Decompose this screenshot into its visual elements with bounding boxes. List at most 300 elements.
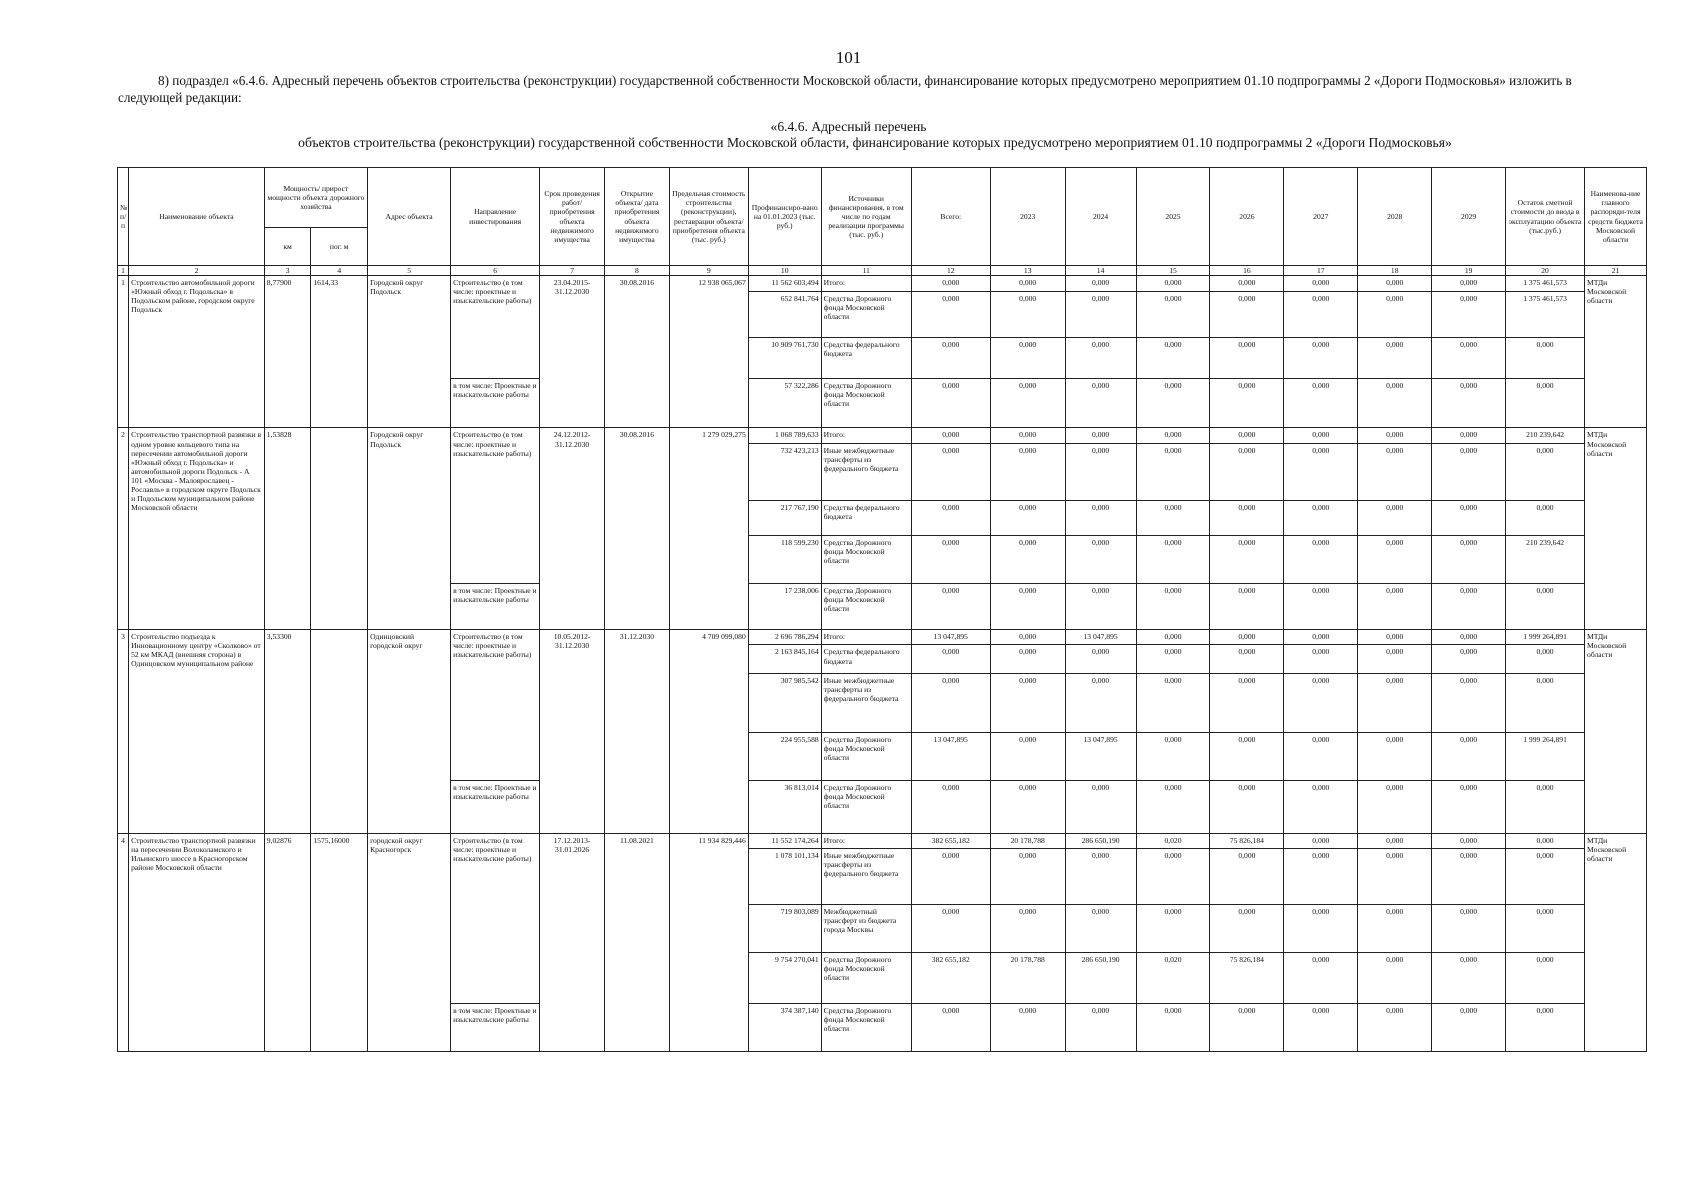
value-2025: 0,000 [1136,535,1210,583]
object-direction: Строительство (в том числе: проектные и изыскательские работы) [451,428,540,584]
value-2025: 0,000 [1136,500,1210,535]
header-pm: пог. м [311,228,368,266]
column-number: 8 [605,266,670,276]
value-2027: 0,000 [1284,337,1358,379]
funding-source: Средства Дорожного фонда Московской области [821,1003,911,1051]
column-number: 3 [264,266,311,276]
value-2028: 0,000 [1358,428,1432,443]
header-term: Срок проведения работ/ приобретения объекта недвижимого имущества [540,168,605,266]
value-2023: 0,000 [990,849,1065,905]
value-total: 13 047,895 [911,733,990,781]
value-total: 0,000 [911,428,990,443]
value-remainder: 0,000 [1506,645,1585,673]
value-2029: 0,000 [1432,905,1506,953]
object-manager: МТДи Московской области [1585,276,1647,428]
value-remainder: 0,000 [1506,781,1585,834]
value-2023: 0,000 [990,337,1065,379]
value-2024: 0,000 [1065,673,1136,732]
value-2023: 0,000 [990,443,1065,500]
table-row [118,276,1647,291]
object-opening: 30.08.2016 [605,428,670,630]
value-2027: 0,000 [1284,428,1358,443]
value-2026: 0,000 [1210,291,1284,337]
financed-amount: 652 841,764 [748,291,821,337]
value-2026: 0,000 [1210,584,1284,630]
value-remainder: 1 999 264,891 [1506,630,1585,645]
value-2025: 0,020 [1136,953,1210,1003]
header-manager: Наименова-ние главного распоряди-теля средств бюджета Московской области [1585,168,1647,266]
header-year-2024: 2024 [1065,168,1136,266]
object-name: Строительство автомобильной дороги «Южный обход г. Подольска» в Подольском районе, городском округе Подольск [129,276,265,428]
value-2024: 0,000 [1065,500,1136,535]
funding-source: Итого: [821,630,911,645]
value-2024: 0,000 [1065,443,1136,500]
column-number: 13 [990,266,1065,276]
value-2026: 0,000 [1210,645,1284,673]
value-2024: 286 650,190 [1065,833,1136,848]
financed-amount: 11 562 603,494 [748,276,821,291]
column-number: 14 [1065,266,1136,276]
object-manager: МТДи Московской области [1585,428,1647,630]
value-2027: 0,000 [1284,276,1358,291]
header-year-2023: 2023 [990,168,1065,266]
value-2027: 0,000 [1284,584,1358,630]
column-number: 12 [911,266,990,276]
object-limit: 11 934 829,446 [669,833,748,1051]
value-total: 0,000 [911,673,990,732]
value-total: 0,000 [911,443,990,500]
header-address: Адрес объекта [368,168,451,266]
object-name: Строительство транспортной развязки на пересечении Волоколамского и Ильинского шоссе в Красногорском районе Московской области [129,833,265,1051]
column-number: 11 [821,266,911,276]
value-remainder: 0,000 [1506,337,1585,379]
object-km: 8,77900 [264,276,311,428]
header-opening: Открытие объекта/ дата приобретения объекта недвижимого имущества [605,168,670,266]
column-number: 10 [748,266,821,276]
value-2028: 0,000 [1358,443,1432,500]
object-term: 24.12.2012-31.12.2030 [540,428,605,630]
value-2027: 0,000 [1284,781,1358,834]
value-total: 0,000 [911,781,990,834]
value-2024: 0,000 [1065,276,1136,291]
financed-amount: 17 238,006 [748,584,821,630]
object-km: 9,02876 [264,833,311,1051]
address-list-table [117,167,1647,1052]
funding-source: Средства федерального бюджета [821,337,911,379]
object-opening: 31.12.2030 [605,630,670,834]
column-number: 2 [129,266,265,276]
value-total: 382 655,182 [911,833,990,848]
financed-amount: 1 078 101,134 [748,849,821,905]
value-2023: 0,000 [990,291,1065,337]
value-remainder: 0,000 [1506,953,1585,1003]
value-2023: 0,000 [990,630,1065,645]
value-2028: 0,000 [1358,337,1432,379]
financed-amount: 307 985,542 [748,673,821,732]
value-2023: 0,000 [990,428,1065,443]
value-2027: 0,000 [1284,849,1358,905]
value-2023: 0,000 [990,535,1065,583]
object-direction: Строительство (в том числе: проектные и изыскательские работы) [451,630,540,781]
value-2025: 0,000 [1136,630,1210,645]
value-2029: 0,000 [1432,849,1506,905]
value-remainder: 0,000 [1506,584,1585,630]
object-direction-sub: в том числе: Проектные и изыскательские работы [451,584,540,630]
value-2024: 0,000 [1065,1003,1136,1051]
value-remainder: 0,000 [1506,500,1585,535]
header-name: Наименование объекта [129,168,265,266]
object-manager: МТДи Московской области [1585,630,1647,834]
value-remainder: 1 375 461,573 [1506,291,1585,337]
value-remainder: 0,000 [1506,379,1585,428]
column-number: 15 [1136,266,1210,276]
funding-source: Средства федерального бюджета [821,645,911,673]
value-2025: 0,000 [1136,645,1210,673]
value-2027: 0,000 [1284,630,1358,645]
value-2026: 0,000 [1210,630,1284,645]
object-opening: 30.08.2016 [605,276,670,428]
value-2025: 0,000 [1136,584,1210,630]
column-number: 5 [368,266,451,276]
value-2025: 0,000 [1136,291,1210,337]
funding-source: Средства Дорожного фонда Московской области [821,781,911,834]
value-2026: 75 826,184 [1210,953,1284,1003]
object-address: городской округ Красногорск [368,833,451,1051]
value-2025: 0,000 [1136,781,1210,834]
header-year-2029: 2029 [1432,168,1506,266]
financed-amount: 2 163 845,164 [748,645,821,673]
object-direction: Строительство (в том числе: проектные и изыскательские работы) [451,276,540,379]
value-2027: 0,000 [1284,905,1358,953]
object-limit: 12 938 065,067 [669,276,748,428]
value-2027: 0,000 [1284,1003,1358,1051]
section-title: «6.4.6. Адресный перечень [770,119,927,134]
value-remainder: 1 375 461,573 [1506,276,1585,291]
value-2029: 0,000 [1432,379,1506,428]
financed-amount: 9 754 270,041 [748,953,821,1003]
value-total: 0,000 [911,500,990,535]
value-2023: 0,000 [990,781,1065,834]
value-2029: 0,000 [1432,733,1506,781]
column-number: 1 [118,266,129,276]
funding-source: Итого: [821,428,911,443]
column-number: 9 [669,266,748,276]
value-2023: 0,000 [990,1003,1065,1051]
object-num: 3 [118,630,129,834]
object-address: Городской округ Подольск [368,276,451,428]
value-2024: 286 650,190 [1065,953,1136,1003]
value-2028: 0,000 [1358,379,1432,428]
object-name: Строительство подъезда к Инновационному центру «Сколково» от 52 км МКАД (внешняя сторона) в Одинцовском муниципальном районе [129,630,265,834]
column-number: 21 [1585,266,1647,276]
financed-amount: 36 813,014 [748,781,821,834]
object-opening: 11.08.2021 [605,833,670,1051]
value-2025: 0,020 [1136,833,1210,848]
value-2023: 0,000 [990,905,1065,953]
financed-amount: 10 909 761,730 [748,337,821,379]
funding-source: Средства Дорожного фонда Московской области [821,584,911,630]
value-2023: 0,000 [990,276,1065,291]
financed-amount: 118 599,230 [748,535,821,583]
funding-source: Средства федерального бюджета [821,500,911,535]
value-2027: 0,000 [1284,833,1358,848]
funding-source: Иные межбюджетные трансферты из федерального бюджета [821,849,911,905]
financed-amount: 57 322,286 [748,379,821,428]
value-remainder: 0,000 [1506,905,1585,953]
funding-source: Иные межбюджетные трансферты из федерального бюджета [821,673,911,732]
value-2026: 0,000 [1210,781,1284,834]
object-address: Городской округ Подольск [368,428,451,630]
funding-source: Иные межбюджетные трансферты из федерального бюджета [821,443,911,500]
value-total: 0,000 [911,291,990,337]
object-limit: 1 279 029,275 [669,428,748,630]
value-remainder: 0,000 [1506,833,1585,848]
object-manager: МТДи Московской области [1585,833,1647,1051]
funding-source: Итого: [821,833,911,848]
value-remainder: 0,000 [1506,443,1585,500]
funding-source: Средства Дорожного фонда Московской области [821,535,911,583]
value-2029: 0,000 [1432,1003,1506,1051]
column-number: 7 [540,266,605,276]
value-2025: 0,000 [1136,673,1210,732]
header-row [118,168,1647,228]
value-2024: 0,000 [1065,379,1136,428]
value-2029: 0,000 [1432,500,1506,535]
value-2025: 0,000 [1136,276,1210,291]
funding-source: Итого: [821,276,911,291]
table-row [118,833,1647,848]
value-2029: 0,000 [1432,781,1506,834]
value-2028: 0,000 [1358,833,1432,848]
financed-amount: 732 423,213 [748,443,821,500]
financed-amount: 719 803,089 [748,905,821,953]
value-2029: 0,000 [1432,953,1506,1003]
object-pm [311,630,368,834]
value-2029: 0,000 [1432,673,1506,732]
value-2023: 0,000 [990,500,1065,535]
value-2023: 0,000 [990,645,1065,673]
value-2028: 0,000 [1358,584,1432,630]
funding-source: Средства Дорожного фонда Московской области [821,953,911,1003]
object-term: 10.05.2012-31.12.2030 [540,630,605,834]
value-2025: 0,000 [1136,1003,1210,1051]
header-financed: Профинансиро-вано на 01.01.2023 (тыс. руб.) [748,168,821,266]
header-direction: Направление инвестирования [451,168,540,266]
value-2027: 0,000 [1284,645,1358,673]
column-number: 4 [311,266,368,276]
object-direction-sub: в том числе: Проектные и изыскательские работы [451,379,540,428]
value-total: 0,000 [911,337,990,379]
value-2029: 0,000 [1432,428,1506,443]
financed-amount: 217 767,190 [748,500,821,535]
value-2028: 0,000 [1358,905,1432,953]
value-remainder: 1 999 264,891 [1506,733,1585,781]
value-2027: 0,000 [1284,291,1358,337]
object-name: Строительство транспортной развязки в одном уровне кольцевого типа на пересечении автомобильной дороги «Южный обход г. Подольска» и автомобильной дороги Подольск - А 101 «Москва - Малоярославец - Рославль» в городском округе Подольск и Подольском муниципальном районе Московской области [129,428,265,630]
value-total: 0,000 [911,1003,990,1051]
header-remainder: Остаток сметной стоимости до ввода в эксплуатацию объекта (тыс.руб.) [1506,168,1585,266]
value-2028: 0,000 [1358,849,1432,905]
value-remainder: 0,000 [1506,849,1585,905]
value-2028: 0,000 [1358,291,1432,337]
object-num: 2 [118,428,129,630]
value-2026: 75 826,184 [1210,833,1284,848]
value-2026: 0,000 [1210,849,1284,905]
object-address: Одинцовский городской округ [368,630,451,834]
value-2024: 0,000 [1065,337,1136,379]
column-number: 17 [1284,266,1358,276]
table-row [118,428,1647,443]
value-2029: 0,000 [1432,535,1506,583]
value-2029: 0,000 [1432,276,1506,291]
value-2023: 0,000 [990,584,1065,630]
value-2025: 0,000 [1136,443,1210,500]
value-2025: 0,000 [1136,379,1210,428]
header-limit: Предельная стоимость строительства (реконструкции), реставрации объекта/ приобретения объекта (тыс. руб.) [669,168,748,266]
value-2027: 0,000 [1284,733,1358,781]
value-2026: 0,000 [1210,337,1284,379]
value-2026: 0,000 [1210,1003,1284,1051]
value-total: 382 655,182 [911,953,990,1003]
financed-amount: 2 696 786,294 [748,630,821,645]
value-2028: 0,000 [1358,1003,1432,1051]
value-2023: 20 178,788 [990,953,1065,1003]
value-2024: 0,000 [1065,535,1136,583]
funding-source: Средства Дорожного фонда Московской области [821,733,911,781]
value-2026: 0,000 [1210,276,1284,291]
intro-paragraph: 8) подраздел «6.4.6. Адресный перечень объектов строительства (реконструкции) государственной собственности Московской области, финансирование которых предусмотрено мероприятием 01.10 подпрограммы 2 «Дороги Подмосковья» изложить в следующей редакции: [118,73,1572,105]
funding-source: Межбюджетный трансферт из бюджета города Москвы [821,905,911,953]
value-2029: 0,000 [1432,291,1506,337]
value-2023: 0,000 [990,673,1065,732]
object-direction-sub: в том числе: Проектные и изыскательские работы [451,1003,540,1051]
value-2028: 0,000 [1358,276,1432,291]
value-2027: 0,000 [1284,379,1358,428]
value-total: 0,000 [911,276,990,291]
value-2024: 0,000 [1065,584,1136,630]
value-total: 0,000 [911,645,990,673]
financed-amount: 1 068 789,633 [748,428,821,443]
value-2027: 0,000 [1284,673,1358,732]
value-2024: 0,000 [1065,291,1136,337]
financed-amount: 11 552 174,264 [748,833,821,848]
value-2028: 0,000 [1358,645,1432,673]
value-2027: 0,000 [1284,443,1358,500]
column-number: 6 [451,266,540,276]
value-2024: 0,000 [1065,645,1136,673]
header-total: Всего: [911,168,990,266]
column-number: 18 [1358,266,1432,276]
object-km: 1,53828 [264,428,311,630]
object-pm: 1614,33 [311,276,368,428]
object-km: 3,53300 [264,630,311,834]
value-2026: 0,000 [1210,905,1284,953]
value-2029: 0,000 [1432,833,1506,848]
value-2025: 0,000 [1136,849,1210,905]
value-total: 0,000 [911,905,990,953]
value-2024: 13 047,895 [1065,733,1136,781]
object-direction: Строительство (в том числе: проектные и изыскательские работы) [451,833,540,1003]
value-2026: 0,000 [1210,535,1284,583]
value-2026: 0,000 [1210,673,1284,732]
header-year-2025: 2025 [1136,168,1210,266]
value-2025: 0,000 [1136,337,1210,379]
value-2029: 0,000 [1432,337,1506,379]
funding-source: Средства Дорожного фонда Московской области [821,291,911,337]
value-2029: 0,000 [1432,584,1506,630]
value-remainder: 210 239,642 [1506,428,1585,443]
value-2024: 0,000 [1065,428,1136,443]
value-2026: 0,000 [1210,443,1284,500]
value-2026: 0,000 [1210,379,1284,428]
value-2029: 0,000 [1432,443,1506,500]
value-2027: 0,000 [1284,500,1358,535]
value-2027: 0,000 [1284,535,1358,583]
page-number: 101 [835,48,862,67]
value-total: 13 047,895 [911,630,990,645]
value-2028: 0,000 [1358,630,1432,645]
object-term: 23.04.2015-31.12.2030 [540,276,605,428]
column-number: 19 [1432,266,1506,276]
value-2024: 0,000 [1065,905,1136,953]
value-total: 0,000 [911,584,990,630]
financed-amount: 224 955,588 [748,733,821,781]
object-term: 17.12.2013-31.01.2026 [540,833,605,1051]
value-remainder: 210 239,642 [1506,535,1585,583]
object-limit: 4 709 099,080 [669,630,748,834]
value-total: 0,000 [911,849,990,905]
section-subtitle: объектов строительства (реконструкции) государственной собственности Московской области, финансирование которых предусмотрено мероприятием 01.10 подпрограммы 2 «Дороги Подмосковья» [298,135,1452,150]
value-total: 0,000 [911,379,990,428]
value-2028: 0,000 [1358,733,1432,781]
value-2025: 0,000 [1136,428,1210,443]
value-2028: 0,000 [1358,535,1432,583]
header-num: № п/п [118,168,129,266]
header-sources: Источники финансирования, в том числе по годам реализации программы (тыс. руб.) [821,168,911,266]
value-2023: 0,000 [990,379,1065,428]
value-2028: 0,000 [1358,953,1432,1003]
column-number: 20 [1506,266,1585,276]
header-year-2027: 2027 [1284,168,1358,266]
column-number: 16 [1210,266,1284,276]
header-year-2026: 2026 [1210,168,1284,266]
table-row [118,630,1647,645]
value-2029: 0,000 [1432,645,1506,673]
value-total: 0,000 [911,535,990,583]
value-2026: 0,000 [1210,500,1284,535]
value-remainder: 0,000 [1506,1003,1585,1051]
value-2024: 0,000 [1065,849,1136,905]
object-direction-sub: в том числе: Проектные и изыскательские работы [451,781,540,834]
value-remainder: 0,000 [1506,673,1585,732]
value-2025: 0,000 [1136,733,1210,781]
object-num: 1 [118,276,129,428]
financed-amount: 374 387,140 [748,1003,821,1051]
value-2025: 0,000 [1136,905,1210,953]
funding-source: Средства Дорожного фонда Московской области [821,379,911,428]
object-num: 4 [118,833,129,1051]
address-list-table-wrapper [117,167,1647,1052]
table-body [118,276,1647,1052]
header-capacity: Мощность/ прирост мощности объекта дорожного хозяйства [264,168,367,228]
value-2023: 20 178,788 [990,833,1065,848]
value-2026: 0,000 [1210,428,1284,443]
object-pm [311,428,368,630]
value-2028: 0,000 [1358,781,1432,834]
value-2026: 0,000 [1210,733,1284,781]
header-year-2028: 2028 [1358,168,1432,266]
value-2027: 0,000 [1284,953,1358,1003]
